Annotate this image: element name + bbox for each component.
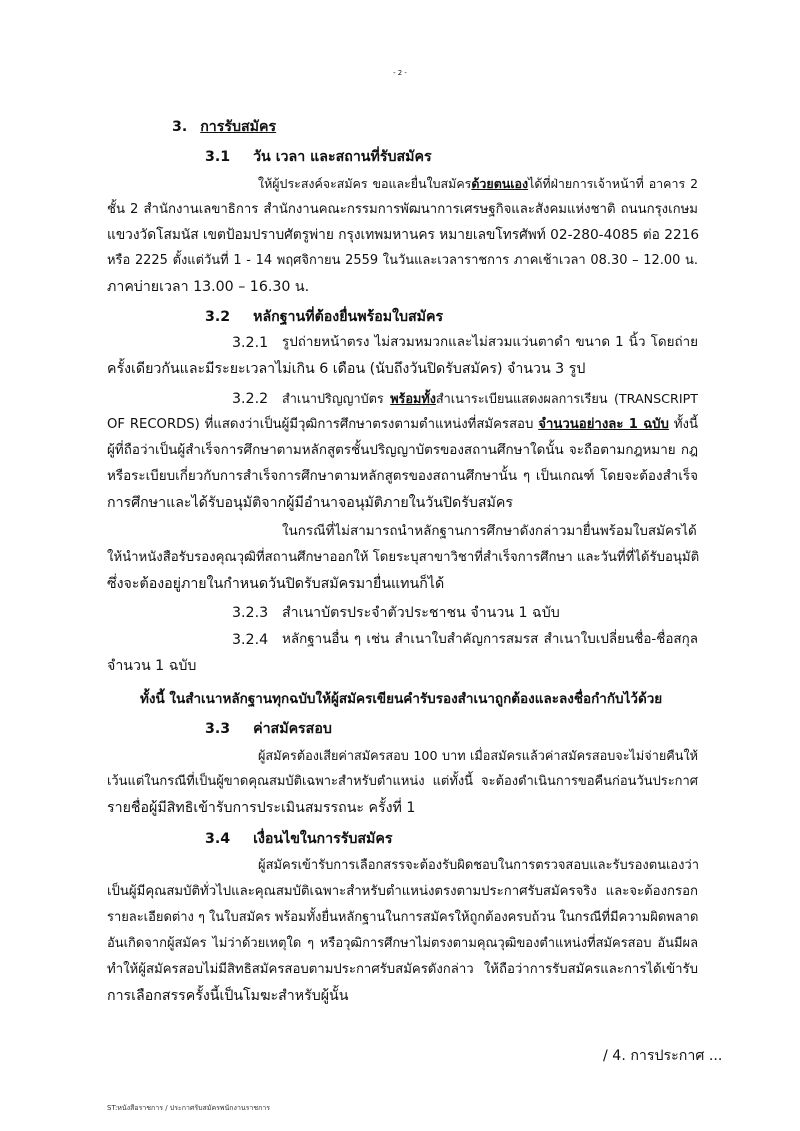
section-3-2-title: หลักฐานที่ต้องยื่นพร้อมใบสมัคร	[253, 309, 444, 325]
section-3-1-line-5: ภาคบ่ายเวลา 13.00 – 16.30 น.	[107, 279, 310, 295]
item-3-2-2-para-2-line-1: ในกรณีที่ไม่สามารถนำหลักฐานการศึกษาดังกล่าวมายื่นพร้อมใบสมัครได้	[282, 524, 697, 539]
section-3-1-number: 3.1	[205, 149, 231, 165]
item-3-2-2-number: 3.2.2	[232, 391, 269, 407]
item-3-2-3-number: 3.2.3	[232, 605, 269, 621]
in-person-emphasis: ด้วยตนเอง	[471, 176, 529, 191]
section-3-3-number: 3.3	[205, 721, 231, 737]
item-3-2-2-line-5: การศึกษาและได้รับอนุมัติจากผู้มีอำนาจอนุมัติภายในวันปิดรับสมัคร	[107, 495, 513, 511]
section-3-4-line-4: อันเกิดจากผู้สมัคร ไม่ว่าด้วยเหตุใด ๆ หรือวุฒิการศึกษาไม่ตรงตามคุณวุฒิของตำแหน่งที่สมัครสอบ อันมีผล	[107, 936, 698, 951]
section-3-3-title: ค่าสมัครสอบ	[253, 721, 332, 737]
item-3-2-2-line-1: สำเนาปริญญาบัตร พร้อมทั้งสำเนาระเบียนแสดงผลการเรียน (TRANSCRIPT	[282, 391, 698, 406]
section-3-3-line-2: เว้นแต่ในกรณีที่เป็นผู้ขาดคุณสมบัติเฉพาะสำหรับตำแหน่ง แต่ทั้งนี้ จะต้องดำเนินการขอคืนก่อนวันประกาศ	[107, 774, 698, 789]
section-3-heading	[172, 117, 276, 137]
item-3-2-1-number: 3.2.1	[232, 335, 269, 351]
section-3-3-line-3: รายชื่อผู้มีสิทธิเข้ารับการประเมินสมรรถนะ ครั้งที่ 1	[107, 800, 416, 816]
item-3-2-4-line-1: หลักฐานอื่น ๆ เช่น สำเนาใบสำคัญการสมรส สำเนาใบเปลี่ยนชื่อ-ชื่อสกุล	[282, 632, 698, 647]
item-3-2-4-line-2: จำนวน 1 ฉบับ	[107, 658, 197, 674]
section-3-2-heading	[205, 307, 443, 327]
section-3-1-title: วัน เวลา และสถานที่รับสมัคร	[253, 149, 432, 165]
section-3-4-line-5: ทำให้ผู้สมัครสอบไม่มีสิทธิสมัครสอบตามประกาศรับสมัครดังกล่าว ให้ถือว่าการรับสมัครและการได้เข้ารับ	[107, 962, 698, 977]
item-3-2-1-line-1: รูปถ่ายหน้าตรง ไม่สวมหมวกและไม่สวมแว่นตาดำ ขนาด 1 นิ้ว โดยถ่าย	[282, 335, 698, 350]
section-3-4-line-1: ผู้สมัครเข้ารับการเลือกสรรจะต้องรับผิดชอบในการตรวจสอบและรับรองตนเองว่า	[258, 858, 699, 873]
section-3-title: การรับสมัคร	[200, 119, 277, 135]
item-3-2-2-line-2: OF RECORDS) ที่แสดงว่าเป็นผู้มีวุฒิการศึกษาตรงตามตำแหน่งที่สมัครสอบ จำนวนอย่างละ 1 ฉบับ ทั้งนี้	[107, 417, 698, 432]
section-3-4-line-6: การเลือกสรรครั้งนี้เป็นโมฆะสำหรับผู้นั้น	[107, 988, 349, 1004]
item-3-2-4-number: 3.2.4	[232, 632, 269, 648]
section-3-4-line-3: รายละเอียดต่าง ๆ ในใบสมัคร พร้อมทั้งยื่นหลักฐานในการสมัครให้ถูกต้องครบถ้วน ในกรณีที่มีความผิดพลาด	[107, 910, 699, 925]
section-3-1-line-2: ชั้น 2 สำนักงานเลขาธิการ สำนักงานคณะกรรมการพัฒนาการเศรษฐกิจและสังคมแห่งชาติ ถนนกรุงเกษม	[107, 202, 698, 217]
section-3-number: 3.	[172, 119, 188, 135]
item-3-2-2-line-4: หรือระเบียบเกี่ยวกับการสำเร็จการศึกษาตามหลักสูตรของสถานศึกษานั้น ๆ เป็นเกณฑ์ โดยจะต้องสำเร็จ	[107, 469, 698, 484]
footer-path: ST:หนังสือราชการ / ประกาศรับสมัครพนักงานราชการ	[107, 1104, 271, 1112]
together-with-emphasis: พร้อมทั้ง	[390, 391, 436, 406]
section-3-1-heading	[205, 147, 432, 167]
item-3-2-3-line-1: สำเนาบัตรประจำตัวประชาชน จำนวน 1 ฉบับ	[282, 605, 560, 621]
section-3-1-line-1: ให้ผู้ประสงค์จะสมัคร ขอและยื่นใบสมัครด้วยตนเองได้ที่ฝ่ายการเจ้าหน้าที่ อาคาร 2	[258, 176, 698, 191]
continuation-marker: / 4. การประกาศ ...	[603, 1048, 723, 1064]
section-3-2-number: 3.2	[205, 309, 231, 325]
certification-note: ทั้งนี้ ในสำเนาหลักฐานทุกฉบับให้ผู้สมัครเขียนคำรับรองสำเนาถูกต้องและลงชื่อกำกับไว้ด้วย	[140, 691, 663, 707]
item-3-2-2-para-2-line-3: ซึ่งจะต้องอยู่ภายในกำหนดวันปิดรับสมัครมายื่นแทนก็ได้	[107, 576, 445, 592]
section-3-4-heading	[205, 829, 392, 849]
section-3-4-line-2: เป็นผู้มีคุณสมบัติทั่วไปและคุณสมบัติเฉพาะสำหรับตำแหน่งตรงตามประกาศรับสมัครจริง และจะต้องกรอก	[107, 884, 698, 899]
item-3-2-1-line-2: ครั้งเดียวกันและมีระยะเวลาไม่เกิน 6 เดือน (นับถึงวันปิดรับสมัคร) จำนวน 3 รูป	[107, 361, 586, 377]
section-3-4-number: 3.4	[205, 831, 231, 847]
page-number: - 2 -	[393, 69, 407, 77]
section-3-3-heading	[205, 719, 332, 739]
section-3-4-title: เงื่อนไขในการรับสมัคร	[253, 831, 393, 847]
item-3-2-2-para-2-line-2: ให้นำหนังสือรับรองคุณวุฒิที่สถานศึกษาออกให้ โดยระบุสาขาวิชาที่สำเร็จการศึกษา และวันที่ที่ได้รับอนุมัติ	[107, 550, 700, 565]
section-3-1-line-3: แขวงวัดโสมนัส เขตป้อมปราบศัตรูพ่าย กรุงเทพมหานคร หมายเลขโทรศัพท์ 02-280-4085 ต่อ 2216	[107, 227, 700, 243]
section-3-3-line-1: ผู้สมัครต้องเสียค่าสมัครสอบ 100 บาท เมื่อสมัครแล้วค่าสมัครสอบจะไม่จ่ายคืนให้	[258, 748, 698, 763]
one-copy-each-emphasis: จำนวนอย่างละ 1 ฉบับ	[538, 417, 669, 432]
section-3-1-line-4: หรือ 2225 ตั้งแต่วันที่ 1 - 14 พฤศจิกายน 2559 ในวันและเวลาราชการ ภาคเช้าเวลา 08.30 – 12.00 น.	[107, 253, 698, 268]
item-3-2-2-line-3: ผู้ที่ถือว่าเป็นผู้สำเร็จการศึกษาตามหลักสูตรชั้นปริญญาบัตรของสถานศึกษาใดนั้น จะถือตามกฎหมาย กฎ	[107, 443, 698, 458]
